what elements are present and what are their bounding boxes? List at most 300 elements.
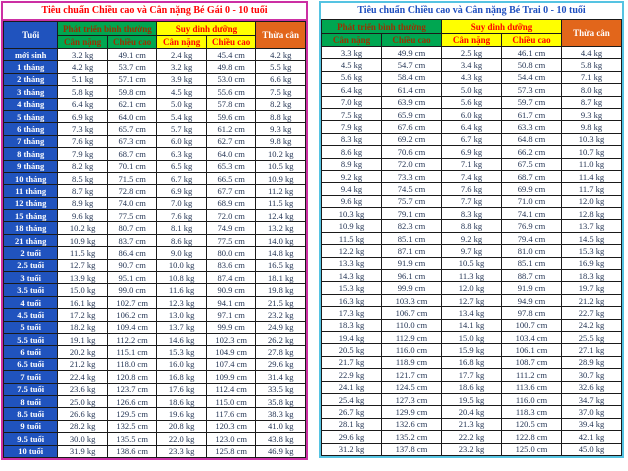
value-cell: 67.7 cm — [206, 185, 256, 197]
value-cell: 38.3 kg — [256, 408, 306, 420]
value-cell: 74.9 cm — [206, 222, 256, 234]
table-row — [4, 445, 306, 457]
value-cell: 73.3 cm — [382, 170, 442, 182]
value-cell: 63.3 cm — [502, 121, 562, 133]
value-cell: 34.7 kg — [562, 393, 622, 405]
table-row — [322, 282, 622, 294]
value-cell: 3.3 kg — [322, 47, 382, 59]
value-cell: 11.6 kg — [157, 284, 207, 296]
value-cell: 58.4 cm — [382, 71, 442, 83]
table-row — [4, 172, 306, 184]
value-cell: 67.3 cm — [107, 135, 157, 147]
value-cell: 26.6 kg — [58, 408, 108, 420]
age-cell: 2 tháng — [4, 73, 58, 85]
age-cell: 3.5 tuổi — [4, 284, 58, 296]
table-row — [322, 47, 622, 59]
value-cell: 75.7 cm — [382, 195, 442, 207]
value-cell: 65.3 cm — [206, 160, 256, 172]
overweight-column-header: Thừa cân — [562, 20, 622, 47]
value-cell: 21.2 kg — [562, 294, 622, 306]
table-row — [4, 222, 306, 234]
value-cell: 7.6 kg — [58, 135, 108, 147]
table-row — [4, 284, 306, 296]
value-cell: 85.1 cm — [502, 257, 562, 269]
value-cell: 3.2 kg — [157, 61, 207, 73]
age-cell: 12 tháng — [4, 197, 58, 209]
value-cell: 62.1 cm — [107, 98, 157, 110]
value-cell: 10.2 kg — [256, 148, 306, 160]
value-cell: 106.2 cm — [107, 309, 157, 321]
value-cell: 118.9 cm — [382, 356, 442, 368]
table-row — [322, 84, 622, 96]
value-cell: 25.0 kg — [58, 395, 108, 407]
value-cell: 27.1 kg — [562, 344, 622, 356]
value-cell: 103.4 cm — [502, 331, 562, 343]
age-cell: 9 tuổi — [4, 420, 58, 432]
value-cell: 21.3 kg — [442, 418, 502, 430]
value-cell: 18.1 kg — [256, 272, 306, 284]
value-cell: 12.7 kg — [442, 294, 502, 306]
value-cell: 13.2 kg — [256, 222, 306, 234]
table-row — [4, 98, 306, 110]
value-cell: 16.8 kg — [442, 356, 502, 368]
table-row — [322, 418, 622, 430]
value-cell: 118.0 cm — [107, 358, 157, 370]
value-cell: 111.2 cm — [502, 369, 562, 381]
value-cell: 9.6 kg — [58, 210, 108, 222]
value-cell: 9.8 kg — [562, 121, 622, 133]
value-cell: 107.4 cm — [206, 358, 256, 370]
value-cell: 22.4 kg — [58, 371, 108, 383]
value-cell: 24.9 kg — [256, 321, 306, 333]
value-cell: 21.2 kg — [58, 358, 108, 370]
table-row — [322, 443, 622, 455]
value-cell: 50.8 cm — [502, 59, 562, 71]
value-cell: 95.1 cm — [107, 272, 157, 284]
table-row — [4, 49, 306, 61]
age-cell: 10 tuổi — [4, 445, 58, 457]
table-row — [322, 232, 622, 244]
value-cell: 59.6 cm — [206, 110, 256, 122]
value-cell: 132.6 cm — [382, 418, 442, 430]
value-cell: 79.1 cm — [382, 208, 442, 220]
value-cell: 7.5 kg — [256, 86, 306, 98]
value-cell: 4.2 kg — [58, 61, 108, 73]
age-cell: 9 tháng — [4, 160, 58, 172]
weight-column-header: Cân nặng — [58, 36, 108, 49]
value-cell: 45.0 kg — [562, 443, 622, 455]
table-row — [4, 160, 306, 172]
value-cell: 26.7 kg — [322, 406, 382, 418]
value-cell: 109.9 cm — [206, 371, 256, 383]
value-cell: 17.2 kg — [58, 309, 108, 321]
value-cell: 10.9 kg — [256, 172, 306, 184]
value-cell: 16.5 kg — [256, 259, 306, 271]
age-cell: 21 tháng — [4, 234, 58, 246]
value-cell: 17.3 kg — [322, 307, 382, 319]
value-cell: 55.6 cm — [206, 86, 256, 98]
table-row — [322, 393, 622, 405]
value-cell: 9.0 kg — [157, 247, 207, 259]
table-row — [4, 321, 306, 333]
value-cell: 16.3 kg — [322, 294, 382, 306]
table-row — [4, 296, 306, 308]
table-row — [322, 294, 622, 306]
value-cell: 15.0 kg — [58, 284, 108, 296]
table-row — [322, 406, 622, 418]
value-cell: 5.7 kg — [157, 123, 207, 135]
value-cell: 11.5 kg — [322, 232, 382, 244]
table-row — [4, 148, 306, 160]
weight-column-header: Cân nặng — [322, 34, 382, 47]
value-cell: 19.6 kg — [157, 408, 207, 420]
value-cell: 30.0 kg — [58, 433, 108, 445]
value-cell: 10.8 kg — [157, 272, 207, 284]
table-row — [322, 245, 622, 257]
value-cell: 108.7 cm — [502, 356, 562, 368]
age-cell: 2 tuổi — [4, 247, 58, 259]
table-row — [4, 210, 306, 222]
value-cell: 87.1 cm — [382, 245, 442, 257]
value-cell: 6.3 kg — [157, 148, 207, 160]
table-row — [322, 158, 622, 170]
value-cell: 121.7 cm — [382, 369, 442, 381]
table-row — [322, 319, 622, 331]
value-cell: 11.5 kg — [58, 247, 108, 259]
value-cell: 72.0 cm — [206, 210, 256, 222]
table-row — [322, 71, 622, 83]
value-cell: 2.5 kg — [442, 47, 502, 59]
value-cell: 124.5 cm — [382, 381, 442, 393]
value-cell: 37.0 kg — [562, 406, 622, 418]
value-cell: 28.1 kg — [322, 418, 382, 430]
value-cell: 11.7 kg — [562, 183, 622, 195]
value-cell: 23.3 kg — [157, 445, 207, 457]
value-cell: 106.1 cm — [502, 344, 562, 356]
age-cell: 2.5 tuổi — [4, 259, 58, 271]
table-row — [322, 146, 622, 158]
value-cell: 90.7 cm — [107, 259, 157, 271]
girls-table-header — [4, 22, 306, 49]
age-cell: 5 tháng — [4, 110, 58, 122]
value-cell: 25.5 kg — [562, 331, 622, 343]
value-cell: 20.4 kg — [442, 406, 502, 418]
value-cell: 135.5 cm — [107, 433, 157, 445]
table-row — [4, 358, 306, 370]
age-cell: 11 tháng — [4, 185, 58, 197]
value-cell: 68.9 cm — [206, 197, 256, 209]
value-cell: 63.9 cm — [382, 96, 442, 108]
value-cell: 6.0 kg — [442, 108, 502, 120]
value-cell: 18.3 kg — [322, 319, 382, 331]
value-cell: 110.0 cm — [382, 319, 442, 331]
age-cell: 4 tuổi — [4, 296, 58, 308]
value-cell: 17.6 kg — [157, 383, 207, 395]
value-cell: 118.3 cm — [502, 406, 562, 418]
value-cell: 132.5 cm — [107, 420, 157, 432]
value-cell: 22.2 kg — [442, 431, 502, 443]
value-cell: 24.1 kg — [322, 381, 382, 393]
table-row — [4, 247, 306, 259]
value-cell: 4.4 kg — [562, 47, 622, 59]
value-cell: 8.3 kg — [442, 208, 502, 220]
value-cell: 91.9 cm — [382, 257, 442, 269]
value-cell: 11.5 kg — [256, 197, 306, 209]
value-cell: 31.2 kg — [322, 443, 382, 455]
value-cell: 5.8 kg — [58, 86, 108, 98]
value-cell: 13.3 kg — [322, 257, 382, 269]
value-cell: 19.7 kg — [562, 282, 622, 294]
table-row — [322, 96, 622, 108]
value-cell: 72.8 cm — [107, 185, 157, 197]
value-cell: 6.9 kg — [442, 146, 502, 158]
value-cell: 10.0 kg — [157, 259, 207, 271]
value-cell: 99.9 cm — [382, 282, 442, 294]
table-row — [322, 369, 622, 381]
table-row — [4, 346, 306, 358]
age-cell: 9.5 tuổi — [4, 433, 58, 445]
value-cell: 25.4 kg — [322, 393, 382, 405]
girls-table — [3, 21, 306, 458]
value-cell: 7.0 kg — [157, 197, 207, 209]
value-cell: 13.9 kg — [58, 272, 108, 284]
age-cell: 8.5 tuổi — [4, 408, 58, 420]
value-cell: 67.5 cm — [502, 158, 562, 170]
value-cell: 8.6 kg — [157, 234, 207, 246]
value-cell: 22.7 kg — [562, 307, 622, 319]
value-cell: 6.9 kg — [157, 185, 207, 197]
table-row — [322, 381, 622, 393]
value-cell: 71.0 cm — [502, 195, 562, 207]
value-cell: 30.7 kg — [562, 369, 622, 381]
value-cell: 11.0 kg — [562, 158, 622, 170]
value-cell: 4.2 kg — [256, 49, 306, 61]
value-cell: 97.8 cm — [502, 307, 562, 319]
value-cell: 8.0 kg — [562, 84, 622, 96]
table-row — [4, 408, 306, 420]
table-row — [4, 197, 306, 209]
value-cell: 31.4 kg — [256, 371, 306, 383]
value-cell: 14.8 kg — [256, 247, 306, 259]
value-cell: 123.0 cm — [206, 433, 256, 445]
height-column-header: Chiều cao — [502, 34, 562, 47]
value-cell: 102.3 cm — [206, 333, 256, 345]
normal-growth-group-header: Phát triển bình thường — [322, 20, 442, 34]
table-row — [4, 433, 306, 445]
age-cell: 18 tháng — [4, 222, 58, 234]
value-cell: 54.7 cm — [382, 59, 442, 71]
value-cell: 76.9 cm — [502, 220, 562, 232]
height-column-header: Chiều cao — [107, 36, 157, 49]
value-cell: 7.4 kg — [442, 170, 502, 182]
table-row — [322, 431, 622, 443]
value-cell: 120.3 cm — [206, 420, 256, 432]
value-cell: 61.2 cm — [206, 123, 256, 135]
value-cell: 116.0 cm — [382, 344, 442, 356]
value-cell: 11.4 kg — [562, 170, 622, 182]
malnutrition-group-header: Suy dinh dưỡng — [442, 20, 562, 34]
age-cell: 7.5 tuổi — [4, 383, 58, 395]
value-cell: 97.1 cm — [206, 309, 256, 321]
value-cell: 12.8 kg — [562, 208, 622, 220]
value-cell: 7.6 kg — [157, 210, 207, 222]
age-cell: 8 tháng — [4, 148, 58, 160]
value-cell: 94.9 cm — [502, 294, 562, 306]
value-cell: 7.3 kg — [58, 123, 108, 135]
boys-table-body — [322, 47, 622, 456]
boys-table-title: Tiêu chuẩn Chiều cao và Cân nặng Bé Trai 0 - 10 tuổi — [321, 3, 622, 19]
value-cell: 12.0 kg — [442, 282, 502, 294]
value-cell: 82.3 cm — [382, 220, 442, 232]
value-cell: 8.6 kg — [322, 146, 382, 158]
value-cell: 45.4 cm — [206, 49, 256, 61]
value-cell: 4.5 kg — [322, 59, 382, 71]
value-cell: 11.3 kg — [442, 270, 502, 282]
table-row — [4, 395, 306, 407]
value-cell: 13.7 kg — [157, 321, 207, 333]
value-cell: 23.6 kg — [58, 383, 108, 395]
value-cell: 8.8 kg — [256, 110, 306, 122]
age-column-header: Tuổi — [4, 22, 58, 49]
value-cell: 46.9 kg — [256, 445, 306, 457]
value-cell: 32.6 kg — [562, 381, 622, 393]
value-cell: 57.8 cm — [206, 98, 256, 110]
value-cell: 10.5 kg — [256, 160, 306, 172]
value-cell: 2.4 kg — [157, 49, 207, 61]
value-cell: 19.4 kg — [322, 331, 382, 343]
value-cell: 70.6 cm — [382, 146, 442, 158]
value-cell: 61.4 cm — [382, 84, 442, 96]
value-cell: 12.7 kg — [58, 259, 108, 271]
value-cell: 10.7 kg — [562, 146, 622, 158]
table-row — [322, 108, 622, 120]
value-cell: 6.4 kg — [442, 121, 502, 133]
girls-table-title: Tiêu chuẩn Chiều cao và Cân nặng Bé Gái 0 - 10 tuổi — [3, 3, 306, 21]
value-cell: 14.6 kg — [157, 333, 207, 345]
value-cell: 85.1 cm — [382, 232, 442, 244]
age-cell: 10 tháng — [4, 172, 58, 184]
value-cell: 53.0 cm — [206, 73, 256, 85]
value-cell: 21.5 kg — [256, 296, 306, 308]
value-cell: 129.5 cm — [107, 408, 157, 420]
value-cell: 90.9 cm — [206, 284, 256, 296]
value-cell: 49.9 cm — [382, 47, 442, 59]
value-cell: 5.8 kg — [562, 59, 622, 71]
value-cell: 33.5 kg — [256, 383, 306, 395]
value-cell: 3.4 kg — [442, 59, 502, 71]
value-cell: 115.0 cm — [206, 395, 256, 407]
value-cell: 79.4 cm — [502, 232, 562, 244]
value-cell: 53.7 cm — [107, 61, 157, 73]
value-cell: 24.2 kg — [562, 319, 622, 331]
value-cell: 91.9 cm — [502, 282, 562, 294]
table-row — [4, 420, 306, 432]
value-cell: 6.4 kg — [58, 98, 108, 110]
value-cell: 8.8 kg — [442, 220, 502, 232]
girls-table-block — [1, 1, 308, 460]
value-cell: 22.9 kg — [322, 369, 382, 381]
value-cell: 77.5 cm — [206, 234, 256, 246]
value-cell: 99.9 cm — [206, 321, 256, 333]
value-cell: 20.5 kg — [322, 344, 382, 356]
value-cell: 112.4 cm — [206, 383, 256, 395]
age-cell: 4.5 tuổi — [4, 309, 58, 321]
value-cell: 3.2 kg — [58, 49, 108, 61]
value-cell: 126.6 cm — [107, 395, 157, 407]
value-cell: 125.0 cm — [502, 443, 562, 455]
table-row — [322, 59, 622, 71]
table-row — [322, 170, 622, 182]
value-cell: 59.8 cm — [107, 86, 157, 98]
value-cell: 8.2 kg — [58, 160, 108, 172]
table-row — [322, 331, 622, 343]
value-cell: 7.9 kg — [322, 121, 382, 133]
table-row — [4, 73, 306, 85]
value-cell: 29.6 kg — [256, 358, 306, 370]
value-cell: 6.0 kg — [157, 135, 207, 147]
table-row — [322, 208, 622, 220]
age-cell: 8 tuổi — [4, 395, 58, 407]
age-cell: 1 tháng — [4, 61, 58, 73]
age-cell: 15 tháng — [4, 210, 58, 222]
age-cell: 6 tháng — [4, 123, 58, 135]
value-cell: 5.4 kg — [157, 110, 207, 122]
value-cell: 67.6 cm — [382, 121, 442, 133]
normal-growth-group-header: Phát triển bình thường — [58, 22, 157, 36]
value-cell: 74.1 cm — [502, 208, 562, 220]
value-cell: 123.7 cm — [107, 383, 157, 395]
value-cell: 5.6 kg — [322, 71, 382, 83]
table-row — [4, 309, 306, 321]
table-row — [4, 123, 306, 135]
value-cell: 18.2 kg — [58, 321, 108, 333]
value-cell: 12.4 kg — [256, 210, 306, 222]
value-cell: 28.9 kg — [562, 356, 622, 368]
value-cell: 129.9 cm — [382, 406, 442, 418]
value-cell: 117.6 cm — [206, 408, 256, 420]
value-cell: 7.7 kg — [442, 195, 502, 207]
value-cell: 49.1 cm — [107, 49, 157, 61]
value-cell: 4.3 kg — [442, 71, 502, 83]
value-cell: 64.0 cm — [206, 148, 256, 160]
value-cell: 120.5 cm — [502, 418, 562, 430]
table-row — [4, 234, 306, 246]
value-cell: 57.1 cm — [107, 73, 157, 85]
value-cell: 68.7 cm — [502, 170, 562, 182]
boys-table-header — [322, 20, 622, 47]
value-cell: 77.5 cm — [107, 210, 157, 222]
value-cell: 59.7 cm — [502, 96, 562, 108]
value-cell: 127.3 cm — [382, 393, 442, 405]
value-cell: 6.7 kg — [442, 133, 502, 145]
value-cell: 43.8 kg — [256, 433, 306, 445]
value-cell: 20.8 kg — [157, 420, 207, 432]
value-cell: 5.5 kg — [256, 61, 306, 73]
value-cell: 15.3 kg — [157, 346, 207, 358]
value-cell: 9.6 kg — [322, 195, 382, 207]
table-row — [322, 133, 622, 145]
table-row — [4, 185, 306, 197]
value-cell: 12.2 kg — [322, 245, 382, 257]
table-row — [4, 272, 306, 284]
age-cell: 5 tuổi — [4, 321, 58, 333]
value-cell: 19.1 kg — [58, 333, 108, 345]
value-cell: 9.3 kg — [562, 108, 622, 120]
value-cell: 3.9 kg — [157, 73, 207, 85]
value-cell: 12.3 kg — [157, 296, 207, 308]
value-cell: 5.6 kg — [442, 96, 502, 108]
value-cell: 5.0 kg — [442, 84, 502, 96]
